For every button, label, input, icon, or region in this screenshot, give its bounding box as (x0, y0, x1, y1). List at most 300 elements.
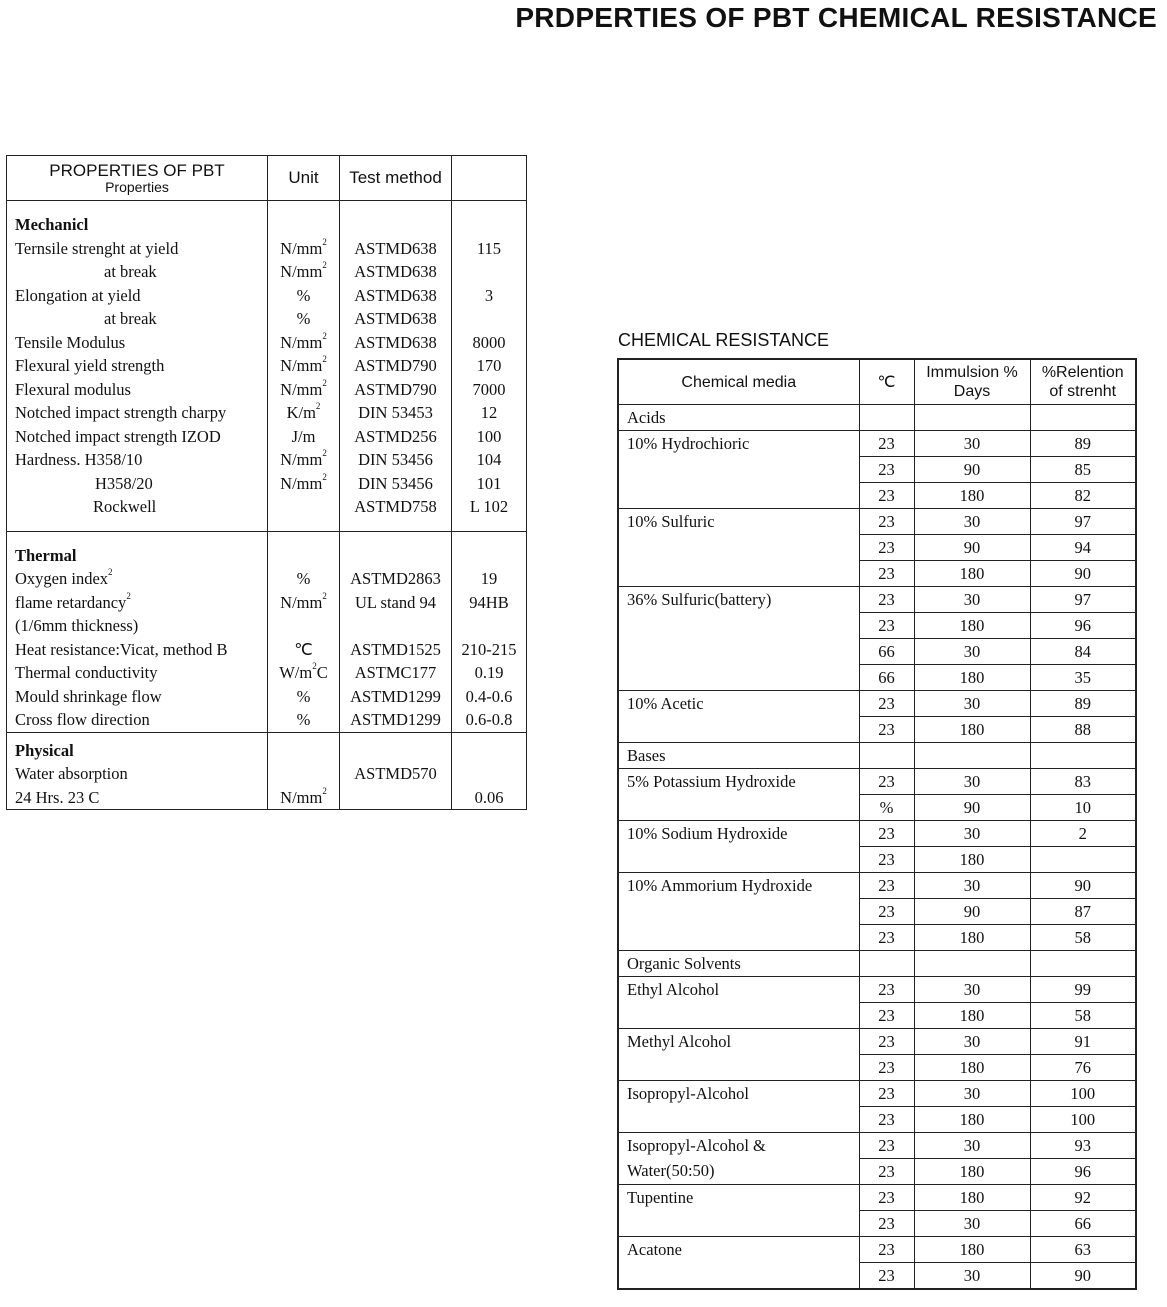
chemical-days: 30 (914, 977, 1030, 1003)
property-unit-sup: 2 (322, 330, 327, 341)
chemical-retention: 93 (1030, 1133, 1136, 1159)
property-row (7, 260, 527, 284)
physical-value: 0.06 (452, 786, 527, 810)
property-label: Elongation at yield (7, 284, 268, 308)
chemical-media-text: Ethyl Alcohol (627, 980, 720, 999)
physical-unit-sup: 2 (322, 785, 327, 796)
property-test-method: ASTMD256 (340, 425, 452, 449)
property-unit-tail: C (316, 663, 328, 682)
chemical-retention: 35 (1030, 665, 1136, 691)
property-unit-text: ℃ (294, 639, 313, 659)
chemical-retention (1030, 743, 1136, 769)
property-unit-text: K/m (286, 403, 316, 422)
property-row (7, 331, 527, 355)
property-row (7, 685, 527, 709)
header-retention (1030, 359, 1136, 405)
chemical-temperature: 23 (859, 509, 914, 535)
property-unit-sup: 2 (322, 354, 327, 364)
physical-method (340, 762, 452, 810)
property-test-method: ASTMD638 (340, 237, 452, 261)
physical-unit (268, 786, 340, 810)
header-test-method: Test method (340, 156, 452, 201)
chemical-days: 30 (914, 1211, 1030, 1237)
header-properties (7, 156, 268, 201)
property-unit-sup: 2 (322, 236, 327, 247)
property-label: Flexural yield strength (7, 354, 268, 378)
chemical-media-name (618, 1133, 859, 1185)
property-label: Flexural modulus (7, 378, 268, 402)
chemical-temperature: 23 (859, 899, 914, 925)
chemical-media-name (618, 587, 859, 691)
chemical-days: 30 (914, 1081, 1030, 1107)
chemical-temperature: 23 (859, 1263, 914, 1290)
property-label: Notched impact strength IZOD (7, 425, 268, 449)
chemical-media-text: 36% Sulfuric(battery) (627, 590, 772, 609)
property-value: 210-215 (452, 638, 527, 662)
property-value: L 102 (452, 495, 527, 519)
property-unit-text: W/m (279, 663, 313, 682)
property-label: Rockwell (7, 495, 268, 519)
property-unit (268, 472, 340, 496)
property-label-text: flame retardancy (15, 592, 127, 612)
chemical-days: 180 (914, 1159, 1030, 1185)
chemical-temperature: 23 (859, 925, 914, 951)
chemical-retention (1030, 847, 1136, 873)
property-unit-text: % (296, 569, 311, 588)
chemical-days (914, 743, 1030, 769)
chemical-days: 180 (914, 1107, 1030, 1133)
chemical-days: 90 (914, 535, 1030, 561)
property-label (7, 661, 268, 685)
property-label (7, 567, 268, 591)
property-row (7, 425, 527, 449)
chemical-media-text: Isopropyl-Alcohol & (627, 1136, 766, 1155)
chemical-body (618, 405, 1136, 1290)
property-test-method: DIN 53456 (340, 472, 452, 496)
property-row (7, 567, 527, 591)
page-title: PRDPERTIES OF PBT CHEMICAL RESISTANCE (515, 2, 1157, 33)
chemical-retention: 85 (1030, 457, 1136, 483)
property-row (7, 378, 527, 402)
chemical-media-text: Methyl Alcohol (627, 1032, 732, 1051)
property-label-text: Oxygen index (15, 569, 109, 588)
chemical-media-name (618, 1029, 859, 1081)
chemical-temperature: 23 (859, 587, 914, 613)
chemical-group-label: Organic Solvents (618, 951, 859, 977)
chemical-media-text: 10% Sulfuric (627, 512, 715, 531)
property-test-method: ASTMD638 (340, 331, 452, 355)
property-label: at break (7, 260, 268, 284)
property-label: Notched impact strength charpy (7, 401, 268, 425)
chemical-temperature: 23 (859, 457, 914, 483)
property-unit-sup: 2 (322, 590, 327, 601)
chemical-retention: 99 (1030, 977, 1136, 1003)
chemical-retention: 82 (1030, 483, 1136, 509)
property-value: 170 (452, 354, 527, 378)
property-unit (268, 425, 340, 449)
property-value: 101 (452, 472, 527, 496)
property-unit-text: % (296, 285, 311, 305)
chemical-temperature: 23 (859, 977, 914, 1003)
chemical-days: 30 (914, 509, 1030, 535)
property-test-method: ASTMD1299 (340, 685, 452, 709)
chemical-temperature: % (859, 795, 914, 821)
property-row (7, 307, 527, 331)
chemical-days: 180 (914, 1003, 1030, 1029)
property-unit-text: N/mm (280, 450, 323, 469)
property-unit (268, 401, 340, 425)
chemical-row (618, 431, 1136, 457)
thermal-section (7, 531, 527, 732)
chemical-retention: 89 (1030, 691, 1136, 717)
chemical-days: 30 (914, 873, 1030, 899)
property-value: 104 (452, 448, 527, 472)
property-unit (268, 638, 340, 662)
property-row (7, 708, 527, 732)
chemical-media-text-2: Water(50:50) (627, 1161, 715, 1180)
property-value: 115 (452, 237, 527, 261)
property-row (7, 448, 527, 472)
chemical-media-name (618, 691, 859, 743)
chemical-temperature: 23 (859, 1107, 914, 1133)
chemical-retention: 94 (1030, 535, 1136, 561)
property-unit-text: N/mm (280, 332, 323, 352)
chemical-days: 180 (914, 561, 1030, 587)
chemical-retention: 96 (1030, 613, 1136, 639)
chemical-media-text: Tupentine (627, 1188, 694, 1207)
chemical-temperature: 23 (859, 691, 914, 717)
chemical-row (618, 1237, 1136, 1263)
header-retention-line1: %Relention (1041, 364, 1124, 381)
property-unit-sup: 2 (322, 260, 327, 270)
property-value: 19 (452, 567, 527, 591)
property-test-method: ASTMD1525 (340, 638, 452, 662)
chemical-days: 180 (914, 1055, 1030, 1081)
chemical-days: 180 (914, 613, 1030, 639)
physical-unit-text: N/mm (280, 787, 323, 807)
property-label: H358/20 (7, 472, 268, 496)
chemical-days: 30 (914, 769, 1030, 795)
property-unit-text: N/mm (280, 238, 323, 258)
chemical-media-name (618, 873, 859, 951)
property-label-text: Mould shrinkage flow (15, 686, 162, 706)
chemical-retention (1030, 405, 1136, 431)
property-test-method: ASTMD758 (340, 495, 452, 519)
chemical-row (618, 1133, 1136, 1159)
chemical-retention: 97 (1030, 509, 1136, 535)
property-unit (268, 260, 340, 284)
chemical-temperature: 23 (859, 1003, 914, 1029)
property-label-text: Cross flow direction (15, 710, 150, 729)
chemical-days (914, 405, 1030, 431)
chemical-media-text: 10% Ammorium Hydroxide (627, 876, 813, 895)
property-label: Ternsile strenght at yield (7, 237, 268, 261)
header-retention-line2: of strenht (1049, 383, 1117, 400)
mechanical-title-row (7, 213, 527, 237)
chemical-days (914, 951, 1030, 977)
property-unit (268, 685, 340, 709)
property-test-method: ASTMD2863 (340, 567, 452, 591)
chemical-retention: 10 (1030, 795, 1136, 821)
property-row (7, 614, 527, 638)
chemical-media-name (618, 821, 859, 873)
property-row (7, 401, 527, 425)
chemical-temperature: 23 (859, 431, 914, 457)
header-immulsion-days (914, 359, 1030, 405)
chemical-retention: 100 (1030, 1107, 1136, 1133)
property-unit (268, 495, 340, 519)
property-unit (268, 567, 340, 591)
property-unit (268, 378, 340, 402)
chemical-temperature: 23 (859, 483, 914, 509)
property-value: 100 (452, 425, 527, 449)
property-label (7, 591, 268, 615)
thermal-title-row (7, 544, 527, 568)
property-unit-sup: 2 (322, 377, 327, 388)
chemical-retention: 90 (1030, 1263, 1136, 1290)
property-unit-sup: 2 (322, 471, 327, 482)
property-test-method: ASTMC177 (340, 661, 452, 685)
chemical-temperature: 23 (859, 561, 914, 587)
property-test-method (340, 614, 452, 638)
chemical-retention (1030, 951, 1136, 977)
property-label-text: (1/6mm thickness) (15, 616, 139, 635)
physical-title-row (7, 739, 527, 763)
chemical-days: 180 (914, 483, 1030, 509)
property-unit-text: N/mm (280, 592, 323, 612)
property-row (7, 354, 527, 378)
chemical-retention: 58 (1030, 925, 1136, 951)
property-value: 3 (452, 284, 527, 308)
chemical-temperature: 23 (859, 1133, 914, 1159)
chemical-temperature: 23 (859, 1055, 914, 1081)
property-test-method: ASTMD638 (340, 307, 452, 331)
chemical-resistance-title: CHEMICAL RESISTANCE (618, 330, 830, 350)
property-value (452, 614, 527, 638)
chemical-retention: 88 (1030, 717, 1136, 743)
property-label-sup: 2 (126, 590, 131, 601)
chemical-row (618, 691, 1136, 717)
property-unit-text: % (296, 710, 311, 729)
property-value: 12 (452, 401, 527, 425)
chemical-media-text: Acatone (627, 1240, 682, 1259)
chemical-retention: 90 (1030, 873, 1136, 899)
property-unit-sup: 2 (322, 448, 327, 458)
properties-header-row (7, 156, 527, 201)
property-test-method: UL stand 94 (340, 591, 452, 615)
chemical-retention: 2 (1030, 821, 1136, 847)
chemical-days: 30 (914, 821, 1030, 847)
property-row (7, 237, 527, 261)
chemical-retention: 96 (1030, 1159, 1136, 1185)
chemical-retention: 89 (1030, 431, 1136, 457)
chemical-temperature: 23 (859, 1185, 914, 1211)
chemical-retention: 84 (1030, 639, 1136, 665)
properties-table (6, 155, 527, 810)
chemical-media-name (618, 431, 859, 509)
chemical-retention: 90 (1030, 561, 1136, 587)
property-value (452, 260, 527, 284)
chemical-days: 30 (914, 431, 1030, 457)
property-unit (268, 331, 340, 355)
chemical-temperature (859, 743, 914, 769)
chemical-temperature: 23 (859, 769, 914, 795)
property-unit (268, 237, 340, 261)
chemical-row (618, 587, 1136, 613)
property-unit (268, 591, 340, 615)
chemical-row (618, 509, 1136, 535)
chemical-days: 30 (914, 1029, 1030, 1055)
chemical-days: 30 (914, 691, 1030, 717)
physical-section (7, 732, 527, 810)
property-test-method: ASTMD790 (340, 378, 452, 402)
chemical-media-text: 5% Potassium Hydroxide (627, 772, 796, 791)
physical-title: Physical (7, 739, 268, 763)
property-unit-text: % (296, 309, 311, 328)
header-immulsion-line1: Immulsion % (926, 364, 1018, 381)
chemical-temperature: 23 (859, 1029, 914, 1055)
property-unit (268, 708, 340, 732)
chemical-days: 180 (914, 665, 1030, 691)
header-properties-main: PROPERTIES OF PBT (49, 160, 225, 180)
chemical-media-name (618, 1237, 859, 1290)
header-immulsion-line2: Days (953, 383, 991, 400)
chemical-days: 30 (914, 1263, 1030, 1290)
chemical-media-text: 10% Hydrochioric (627, 434, 750, 453)
chemical-days: 90 (914, 457, 1030, 483)
property-label: Tensile Modulus (7, 331, 268, 355)
chemical-days: 180 (914, 1185, 1030, 1211)
chemical-days: 180 (914, 847, 1030, 873)
chemical-temperature: 23 (859, 1081, 914, 1107)
chemical-media-name (618, 769, 859, 821)
chemical-temperature: 66 (859, 665, 914, 691)
chemical-retention: 92 (1030, 1185, 1136, 1211)
chemical-days: 90 (914, 795, 1030, 821)
header-temperature: ℃ (859, 359, 914, 405)
property-label (7, 614, 268, 638)
property-value: 0.6-0.8 (452, 708, 527, 732)
chemical-retention: 63 (1030, 1237, 1136, 1263)
chemical-media-name (618, 977, 859, 1029)
chemical-temperature: 23 (859, 821, 914, 847)
property-unit-sup: 2 (312, 661, 317, 671)
property-value: 0.19 (452, 661, 527, 685)
chemical-days: 30 (914, 639, 1030, 665)
chemical-days: 180 (914, 925, 1030, 951)
property-unit-text: N/mm (280, 262, 323, 281)
chemical-temperature: 23 (859, 717, 914, 743)
property-label-text: Thermal conductivity (15, 663, 158, 682)
property-test-method: ASTMD790 (340, 354, 452, 378)
chemical-group-label: Acids (618, 405, 859, 431)
property-unit-text: J/m (291, 426, 316, 446)
chemical-row (618, 1081, 1136, 1107)
property-row (7, 495, 527, 519)
property-value: 8000 (452, 331, 527, 355)
chemical-group-label: Bases (618, 743, 859, 769)
property-unit-text: N/mm (280, 356, 323, 375)
chemical-header-row (618, 359, 1136, 405)
physical-method-text: ASTMD570 (354, 764, 437, 783)
physical-line1: Water absorption (7, 762, 268, 786)
chemical-temperature: 23 (859, 1237, 914, 1263)
physical-line2: 24 Hrs. 23 C (7, 786, 268, 810)
chemical-days: 180 (914, 717, 1030, 743)
chemical-temperature: 23 (859, 847, 914, 873)
property-unit-text: N/mm (280, 473, 323, 493)
property-unit-sup: 2 (315, 401, 321, 411)
chemical-row (618, 1029, 1136, 1055)
chemical-row (618, 977, 1136, 1003)
property-test-method: ASTMD638 (340, 284, 452, 308)
chemical-retention: 66 (1030, 1211, 1136, 1237)
chemical-days: 180 (914, 1237, 1030, 1263)
property-row (7, 661, 527, 685)
header-unit: Unit (268, 156, 340, 201)
chemical-row (618, 1185, 1136, 1211)
chemical-temperature: 23 (859, 1211, 914, 1237)
property-unit (268, 661, 340, 685)
thermal-title: Thermal (7, 544, 268, 568)
property-value (452, 307, 527, 331)
property-row (7, 472, 527, 496)
property-test-method: DIN 53456 (340, 448, 452, 472)
property-unit (268, 307, 340, 331)
chemical-row (618, 873, 1136, 899)
chemical-retention: 58 (1030, 1003, 1136, 1029)
property-label: at break (7, 307, 268, 331)
chemical-temperature: 23 (859, 535, 914, 561)
chemical-temperature (859, 951, 914, 977)
header-properties-sub: Properties (105, 178, 169, 195)
chemical-retention: 91 (1030, 1029, 1136, 1055)
property-unit-text: % (296, 686, 311, 706)
chemical-media-text: 10% Acetic (627, 694, 704, 713)
chemical-temperature: 23 (859, 1159, 914, 1185)
chemical-row (618, 821, 1136, 847)
chemical-group-row (618, 951, 1136, 977)
chemical-group-row (618, 405, 1136, 431)
property-label-text: Heat resistance:Vicat, method B (15, 639, 228, 659)
chemical-media-name (618, 1081, 859, 1133)
chemical-media-name (618, 1185, 859, 1237)
property-label-sup: 2 (108, 567, 113, 577)
chemical-days: 30 (914, 1133, 1030, 1159)
mechanical-title: Mechanicl (7, 213, 268, 237)
property-unit-text: N/mm (280, 379, 323, 399)
property-row (7, 591, 527, 615)
chemical-retention: 87 (1030, 899, 1136, 925)
chemical-group-row (618, 743, 1136, 769)
property-label (7, 638, 268, 662)
chemical-retention: 97 (1030, 587, 1136, 613)
chemical-retention: 83 (1030, 769, 1136, 795)
property-unit (268, 614, 340, 638)
property-label (7, 685, 268, 709)
property-test-method: DIN 53453 (340, 401, 452, 425)
chemical-resistance-table (617, 358, 1137, 1290)
header-value (452, 156, 527, 201)
property-test-method: ASTMD638 (340, 260, 452, 284)
property-unit (268, 354, 340, 378)
property-label: Hardness. H358/10 (7, 448, 268, 472)
chemical-temperature: 23 (859, 613, 914, 639)
property-value: 7000 (452, 378, 527, 402)
chemical-retention: 100 (1030, 1081, 1136, 1107)
chemical-media-text: Isopropyl-Alcohol (627, 1084, 749, 1103)
header-chemical-media: Chemical media (618, 359, 859, 405)
